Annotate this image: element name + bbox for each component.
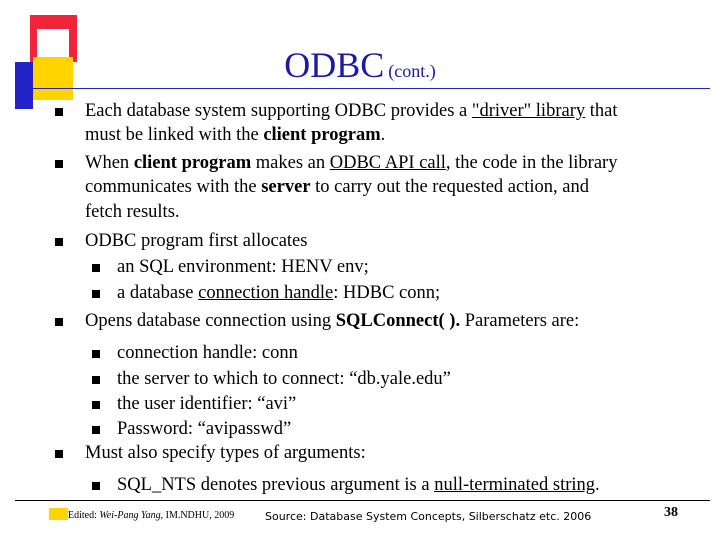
sub-bullet-text: the server to which to connect: “db.yale.edu” [117,369,451,389]
slide-title [0,44,720,86]
sub-bullet-text: a database connection handle: HDBC conn; [117,283,441,303]
bullet-text: When client program makes an ODBC API call, the code in the library [85,153,618,173]
footer-yellow-box [49,508,68,520]
bullet-square-icon [55,450,63,458]
sub-bullet-square-icon [92,482,100,490]
bullet-square-icon [55,238,63,246]
page-number: 38 [664,505,678,520]
bullet-square-icon [55,318,63,326]
title-sub: (cont.) [388,61,436,81]
sub-bullet-text: Password: “avipasswd” [117,419,292,439]
footer-edited: Edited: Wei-Pang Yang, IM.NDHU, 2009 [68,510,235,521]
bullet-square-icon [55,108,63,116]
footer-divider [15,500,710,501]
title-main: ODBC [284,45,385,85]
bullet-text: ODBC program first allocates [85,231,308,251]
bullet-text: Must also specify types of arguments: [85,443,366,463]
sub-bullet-square-icon [92,290,100,298]
footer-source: Source: Database System Concepts, Silberschatz etc. 2006 [265,510,592,523]
title-divider [15,88,710,89]
bullet-square-icon [55,160,63,168]
bullet-text: Opens database connection using SQLConnect( ). Parameters are: [85,311,580,331]
sub-bullet-text: connection handle: conn [117,343,298,363]
bullet-text: communicates with the server to carry out the requested action, and [85,177,589,197]
sub-bullet-square-icon [92,350,100,358]
bullet-text: fetch results. [85,202,180,222]
sub-bullet-square-icon [92,401,100,409]
sub-bullet-text: an SQL environment: HENV env; [117,257,369,277]
sub-bullet-square-icon [92,376,100,384]
bullet-text: must be linked with the client program. [85,125,386,145]
bullet-text: Each database system supporting ODBC provides a "driver" library that [85,101,618,121]
sub-bullet-square-icon [92,426,100,434]
sub-bullet-square-icon [92,264,100,272]
sub-bullet-text: SQL_NTS denotes previous argument is a null-terminated string. [117,475,600,495]
sub-bullet-text: the user identifier: “avi” [117,394,297,414]
